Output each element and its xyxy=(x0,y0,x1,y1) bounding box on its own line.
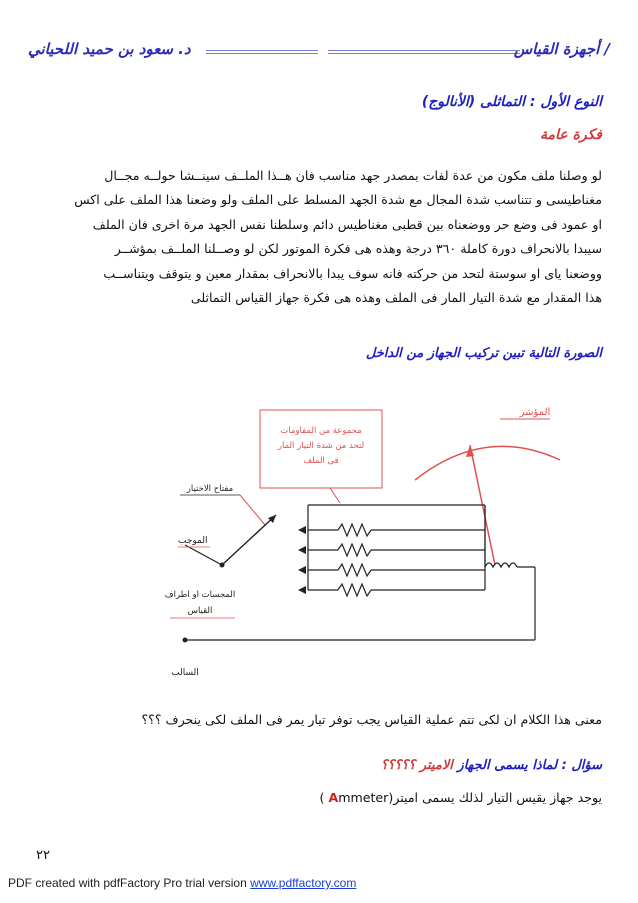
question-device-name: الاميتر xyxy=(419,758,453,773)
selector-blade xyxy=(222,515,276,565)
label-selector: مفتاح الاختيار xyxy=(186,484,234,494)
resistor-icon xyxy=(338,584,371,596)
contact-arrow-icon xyxy=(298,586,306,594)
negative-terminal xyxy=(183,638,188,643)
pdf-footer xyxy=(8,876,356,890)
label-negative: السالب xyxy=(171,668,199,678)
contact-arrow-icon xyxy=(298,526,306,534)
label-pointer: المؤشر xyxy=(519,407,551,418)
header-author: د. سعود بن حميد اللحياني xyxy=(28,40,191,58)
page-number: ٢٢ xyxy=(36,848,50,863)
answer-text: يوجد جهاز يقيس التيار لذلك يسمى اميتر xyxy=(393,790,602,805)
body-paragraph xyxy=(36,164,602,310)
paragraph-line: لو وصلنا ملف مكون من عدة لفات بمصدر جهد مناسب فان هــذا الملــف سينــشا حولــه مجــال xyxy=(104,168,602,183)
answer-open-paren: ( xyxy=(388,790,394,805)
question-line: معنى هذا الكلام ان لكى تتم عملية القياس يجب توفر تيار يمر فى الملف لكى ينحرف ؟؟؟ xyxy=(141,712,602,727)
footer-link[interactable]: www.pdffactory.com xyxy=(250,876,357,890)
question-prefix: سؤال : لماذا يسمى الجهاز xyxy=(457,758,602,773)
label-probes-1: المجسات او اطراف xyxy=(164,590,236,600)
question-ammeter xyxy=(36,758,602,773)
resistors-label-pointer xyxy=(330,488,340,503)
paragraph-line: او عمود فى وضع حر ووضعناه بين قطبى مغناطيس دائم وسلطنا نفس الجهد مرة اخرى فان الملف xyxy=(92,216,602,232)
coil-icon xyxy=(485,563,517,567)
resistor-row-4 xyxy=(308,584,485,596)
answer-ammeter-initial: A xyxy=(328,790,339,805)
paragraph-line: هذا المقدار مع شدة التيار المار فى الملف وهذه هى فكرة جهاز القياس التماثلى xyxy=(190,290,602,306)
diagram-caption: الصورة التالية تبين تركيب الجهاز من الداخل xyxy=(365,346,602,361)
answer-close-paren: ) xyxy=(319,790,325,805)
resistor-icon xyxy=(338,524,371,536)
header-section: أجهزة القياس / xyxy=(513,40,610,58)
label-positive: الموجب xyxy=(178,536,208,546)
pointer-scale-arc xyxy=(415,446,560,480)
resistor-icon xyxy=(338,564,371,576)
label-probes-2: القياس xyxy=(187,606,213,616)
answer-ammeter-term xyxy=(328,790,388,805)
section-title: النوع الأول : التماثلى (الأنالوج) xyxy=(421,94,602,110)
meter-diagram xyxy=(140,385,590,690)
footer-text: PDF created with pdfFactory Pro trial version xyxy=(8,876,251,890)
meter-diagram-svg xyxy=(140,385,590,690)
section-subtitle: فكرة عامة xyxy=(540,127,602,143)
label-resistors-1: مجموعة من المقاومات xyxy=(280,426,362,436)
paragraph-line: مغناطيسى و تتناسب شدة المجال مع شدة الجهد المسلط على الملف ولو وضعنا هذا الملف على اكس xyxy=(74,192,602,208)
answer-line xyxy=(36,790,602,805)
page-header xyxy=(28,38,610,64)
resistor-row-3 xyxy=(308,564,485,576)
paragraph-line: سيبدا بالانحراف دورة كاملة ٣٦٠ درجة وهذه هى فكرة الموتور لكن لو وصــلنا الملــف بمؤشــر xyxy=(114,241,602,257)
resistor-row-2 xyxy=(308,544,485,556)
paragraph-line: ووضعنا ياى او سوستة لتحد من حركته فانه سوف يبدا بالانحراف بمقدار معين و يتوقف ويتناســب xyxy=(103,265,602,281)
contact-arrow-icon xyxy=(298,546,306,554)
label-resistors-2: لتحد من شدة التيار المار xyxy=(277,441,365,451)
resistor-icon xyxy=(338,544,371,556)
header-rule-right xyxy=(328,50,520,54)
label-resistors-3: فى الملف xyxy=(303,456,339,466)
header-rule-left xyxy=(206,50,318,54)
selector-label-pointer xyxy=(240,495,265,525)
positive-lead-wire xyxy=(185,545,222,565)
question-marks: ؟؟؟؟؟ xyxy=(380,758,416,773)
answer-ammeter-rest: mmeter xyxy=(338,790,389,805)
contact-arrow-icon xyxy=(298,566,306,574)
resistor-row-1 xyxy=(308,524,485,536)
